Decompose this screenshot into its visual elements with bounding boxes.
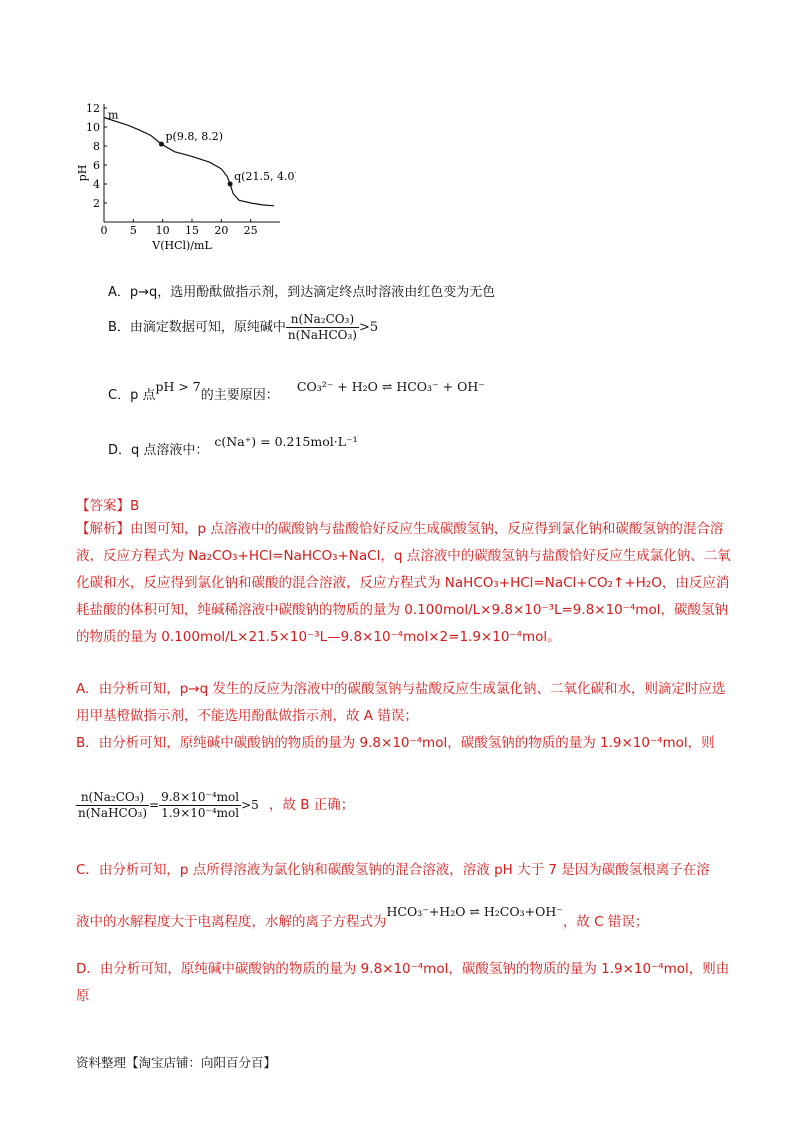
analysis-option-c: C．由分析可知，p 点所得溶液为氯化钠和碳酸氢钠的混合溶液，溶液 pH 大于 7 是因为碳酸氢根离子在溶 (76, 862, 710, 878)
option-b (108, 312, 378, 343)
ratio-numerator: n(Na₂CO₃) (76, 790, 149, 806)
x-tick-label: 10 (155, 224, 170, 237)
option-b-denominator: n(NaHCO₃) (287, 328, 357, 342)
option-c-mid: 的主要原因： (200, 388, 279, 403)
hydrolysis-equation: HCO₃⁻+H₂O ⇌ H₂CO₃+OH⁻ (386, 904, 563, 919)
option-b-fraction (286, 312, 359, 343)
analysis-option-b-conclusion: ，故 B 正确； (268, 797, 355, 813)
analysis-option-a: A．由分析可知，p→q 发生的反应为溶液中的碳酸氢钠与盐酸反应生成氯化钠、二氧化碳和水，则滴定时应选用甲基橙做指示剂，不能选用酚酞做指示剂，故 A 错误； (76, 681, 726, 724)
point-label: p(9.8, 8.2) (165, 130, 224, 144)
option-a: A．p→q，选用酚酞做指示剂，到达滴定终点时溶液由红色变为无色 (108, 285, 496, 300)
option-b-suffix: >5 (358, 320, 379, 335)
x-tick-label: 15 (185, 224, 199, 237)
y-tick-label: 8 (93, 140, 100, 153)
titration-curve-svg (76, 96, 296, 256)
option-b-prefix: B．由滴定数据可知，原纯碱中 (108, 320, 286, 335)
point-label: q(21.5, 4.0) (234, 170, 296, 183)
y-tick-label: 6 (93, 159, 100, 172)
y-tick-label: 12 (86, 102, 100, 115)
titration-chart (76, 96, 296, 256)
analysis-option-c-conclusion: ，故 C 错误； (562, 914, 649, 930)
option-d (108, 434, 358, 458)
x-tick-label: 0 (100, 224, 108, 237)
page-footer: 资料整理【淘宝店铺：向阳百分百】 (76, 1055, 277, 1070)
analysis-paragraph: 【解析】由图可知，p 点溶液中的碳酸钠与盐酸恰好反应生成碳酸氢钠，反应得到氯化钠和碳酸氢钠的混合溶液，反应方程式为 Na₂CO₃+HCl=NaHCO₃+NaCl，q 点溶液中的碳酸氢钠与盐酸恰好反应生成氯化钠、二氧化碳和水，反应得到氯化钠和碳酸的混合溶液，反应方程式为 NaHCO₃+HCl=NaCl+CO₂↑+H₂O，由反应消耗盐酸的体积可知，纯碱稀溶液中碳酸钠的物质的量为 0.100mol/L×9.8×10⁻³L=9.8×10⁻⁴mol，碳酸氢钠的物质的量为 0.100mol/L×21.5×10⁻³L—9.8×10⁻⁴mol×2=1.9×10⁻⁴mol。 (76, 521, 731, 645)
value-denominator: 1.9×10⁻⁴mol (161, 806, 240, 820)
option-c (108, 379, 485, 403)
y-axis-label: pH (76, 164, 89, 182)
ratio-suffix: >5 (241, 798, 259, 812)
data-point (228, 182, 233, 187)
option-d-prefix: D．q 点溶液中： (108, 443, 209, 458)
answer-label: 【答案】B (76, 498, 140, 514)
option-c-equation: CO₃²⁻ + H₂O ⇌ HCO₃⁻ + OH⁻ (296, 379, 485, 394)
ratio-denominator: n(NaHCO₃) (78, 806, 148, 820)
analysis-option-c-line2 (76, 904, 649, 930)
point-label: m (108, 108, 119, 122)
option-c-prefix: C．p 点 (108, 388, 156, 403)
y-tick-label: 2 (93, 197, 100, 210)
option-b-numerator: n(Na₂CO₃) (286, 312, 359, 328)
option-c-condition: pH > 7 (155, 379, 201, 394)
ratio-fraction (76, 790, 149, 821)
x-axis-label: V(HCl)/mL (152, 239, 212, 252)
y-tick-label: 4 (93, 178, 100, 191)
analysis-option-d: D．由分析可知，原纯碱中碳酸钠的物质的量为 9.8×10⁻⁴mol，碳酸氢钠的物质的量为 1.9×10⁻⁴mol，则由原 (76, 961, 730, 1004)
analysis-option-c-text: 液中的水解程度大于电离程度，水解的离子方程式为 (76, 914, 387, 930)
option-d-equation: c(Na⁺) = 0.215mol·L⁻¹ (214, 434, 358, 449)
value-fraction (159, 790, 241, 821)
x-tick-label: 5 (129, 224, 137, 237)
x-tick-label: 25 (243, 224, 258, 237)
analysis-option-b: B．由分析可知，原纯碱中碳酸钠的物质的量为 9.8×10⁻⁴mol，碳酸氢钠的物质的量为 1.9×10⁻⁴mol，则 (76, 735, 715, 751)
x-tick-label: 20 (214, 224, 229, 237)
y-tick-label: 10 (86, 121, 100, 134)
value-numerator: 9.8×10⁻⁴mol (161, 790, 240, 804)
analysis-option-b-formula: $\frac{\text{n(Na₂CO₃)}}{\text{n(NaHCO₃)}}$ = $\frac{\text{9.8×10⁻⁴mol}}{\text{1.9×10⁻⁴mol}}$ >5 ，故 B 正确； (78, 790, 355, 820)
data-point (159, 142, 164, 147)
